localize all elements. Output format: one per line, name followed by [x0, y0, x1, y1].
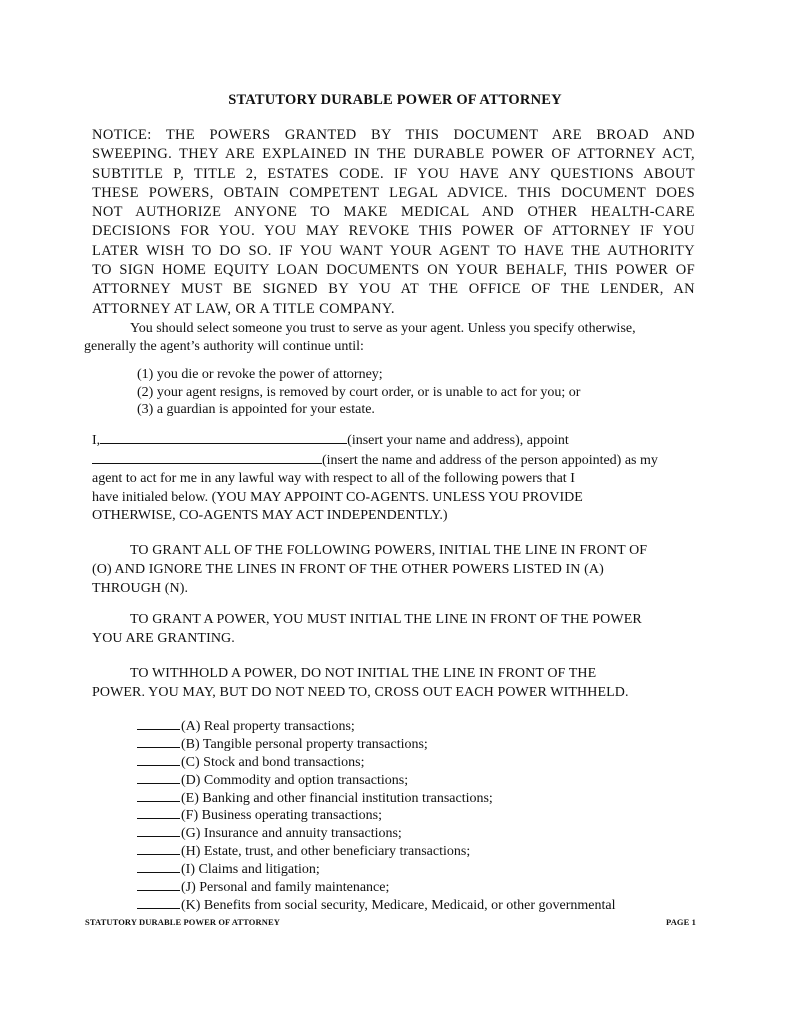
power-label: (G) Insurance and annuity transactions; [181, 826, 402, 842]
principal-name-field[interactable] [100, 431, 347, 444]
notice-line: DECISIONS FOR YOU. YOU MAY REVOKE THIS POWER OF ATTORNEY IF YOU [92, 223, 695, 240]
power-item-f [137, 806, 616, 824]
appointment-text: OTHERWISE, CO-AGENTS MAY ACT INDEPENDENTLY.) [92, 508, 448, 523]
power-item-d [137, 771, 616, 789]
power-label: (J) Personal and family maintenance; [181, 880, 390, 896]
power-label: (A) Real property transactions; [181, 719, 355, 734]
instruction-line: TO GRANT A POWER, YOU MUST INITIAL THE LINE IN FRONT OF THE POWER [130, 612, 642, 627]
initials-field[interactable] [137, 896, 180, 909]
appointment-text: (insert your name and address), appoint [347, 433, 569, 448]
powers-list [137, 717, 616, 914]
appointment-text: have initialed below. (YOU MAY APPOINT CO-AGENTS. UNLESS YOU PROVIDE [92, 489, 583, 505]
power-label: (C) Stock and bond transactions; [181, 754, 365, 770]
initials-field[interactable] [137, 717, 180, 730]
instruction-line: TO GRANT ALL OF THE FOLLOWING POWERS, INITIAL THE LINE IN FRONT OF [130, 543, 648, 558]
intro-line: You should select someone you trust to serve as your agent. Unless you specify otherwise, [130, 321, 636, 336]
notice-paragraph [92, 126, 695, 319]
instruction-line: YOU ARE GRANTING. [92, 631, 235, 646]
initials-field[interactable] [137, 842, 180, 855]
power-label: (H) Estate, trust, and other beneficiary transactions; [181, 844, 471, 860]
power-item-c [137, 753, 616, 771]
condition-item: (2) your agent resigns, is removed by court order, or is unable to act for you; or [137, 384, 581, 400]
notice-line: LATER WISH TO DO SO. IF YOU WANT YOUR AGENT TO HAVE THE AUTHORITY [92, 242, 695, 259]
power-item-j [137, 878, 616, 896]
condition-item: (3) a guardian is appointed for your estate. [137, 402, 375, 417]
appointment-paragraph [92, 431, 712, 526]
power-label: (E) Banking and other financial institution transactions; [181, 790, 493, 806]
appointment-text: (insert the name and address of the person appointed) as my [322, 452, 658, 468]
power-item-h [137, 842, 616, 860]
power-item-i [137, 860, 616, 878]
instruction-line: (O) AND IGNORE THE LINES IN FRONT OF THE OTHER POWERS LISTED IN (A) [92, 562, 604, 577]
agent-name-field[interactable] [92, 451, 322, 464]
initials-field[interactable] [137, 735, 180, 748]
grant-one-instruction [92, 610, 707, 648]
notice-line: TO SIGN HOME EQUITY LOAN DOCUMENTS ON YOUR BEHALF, THIS POWER OF [92, 262, 695, 279]
footer-title: STATUTORY DURABLE POWER OF ATTORNEY [85, 917, 280, 927]
notice-line: NOT AUTHORIZE ANYONE TO MAKE MEDICAL AND OTHER HEALTH-CARE [92, 204, 695, 221]
power-item-b [137, 735, 616, 753]
notice-line: SUBTITLE P, TITLE 2, ESTATES CODE. IF YOU HAVE ANY QUESTIONS ABOUT [92, 165, 695, 182]
initials-field[interactable] [137, 789, 180, 802]
instruction-line: THROUGH (N). [92, 581, 189, 596]
initials-field[interactable] [137, 824, 180, 837]
power-item-k [137, 896, 616, 914]
notice-line: SWEEPING. THEY ARE EXPLAINED IN THE DURABLE POWER OF ATTORNEY ACT, [92, 146, 695, 163]
conditions-list [137, 366, 580, 419]
page-number: PAGE 1 [666, 917, 696, 927]
power-item-e [137, 789, 616, 807]
instruction-line: POWER. YOU MAY, BUT DO NOT NEED TO, CROSS OUT EACH POWER WITHHELD. [92, 685, 629, 700]
power-label: (I) Claims and litigation; [181, 862, 320, 878]
power-item-a [137, 717, 616, 735]
intro-line: generally the agent’s authority will continue until: [84, 339, 364, 354]
initials-field[interactable] [137, 753, 180, 766]
initials-field[interactable] [137, 878, 180, 891]
appointment-text: agent to act for me in any lawful way with respect to all of the following powers that I [92, 471, 575, 486]
initials-field[interactable] [137, 806, 180, 819]
initials-field[interactable] [137, 860, 180, 873]
initials-field[interactable] [137, 771, 180, 784]
appointment-prefix: I, [92, 433, 101, 448]
power-label: (F) Business operating transactions; [181, 808, 383, 824]
notice-line: ATTORNEY AT LAW, OR A TITLE COMPANY. [92, 300, 395, 317]
withhold-instruction [92, 664, 707, 702]
document-title: STATUTORY DURABLE POWER OF ATTORNEY [228, 92, 562, 108]
instruction-line: TO WITHHOLD A POWER, DO NOT INITIAL THE LINE IN FRONT OF THE [130, 666, 597, 681]
notice-line: THESE POWERS, OBTAIN COMPETENT LEGAL ADVICE. THIS DOCUMENT DOES [92, 184, 695, 201]
grant-all-instruction [92, 541, 707, 598]
power-label: (D) Commodity and option transactions; [181, 772, 409, 788]
intro-paragraph [84, 320, 704, 356]
notice-line: ATTORNEY MUST BE SIGNED BY YOU AT THE OFFICE OF THE LENDER, AN [92, 281, 695, 298]
condition-item: (1) you die or revoke the power of attorney; [137, 367, 383, 382]
power-item-g [137, 824, 616, 842]
power-label: (K) Benefits from social security, Medicare, Medicaid, or other governmental [181, 897, 616, 913]
notice-line: NOTICE: THE POWERS GRANTED BY THIS DOCUMENT ARE BROAD AND [92, 127, 695, 143]
power-label: (B) Tangible personal property transactions; [181, 736, 428, 752]
